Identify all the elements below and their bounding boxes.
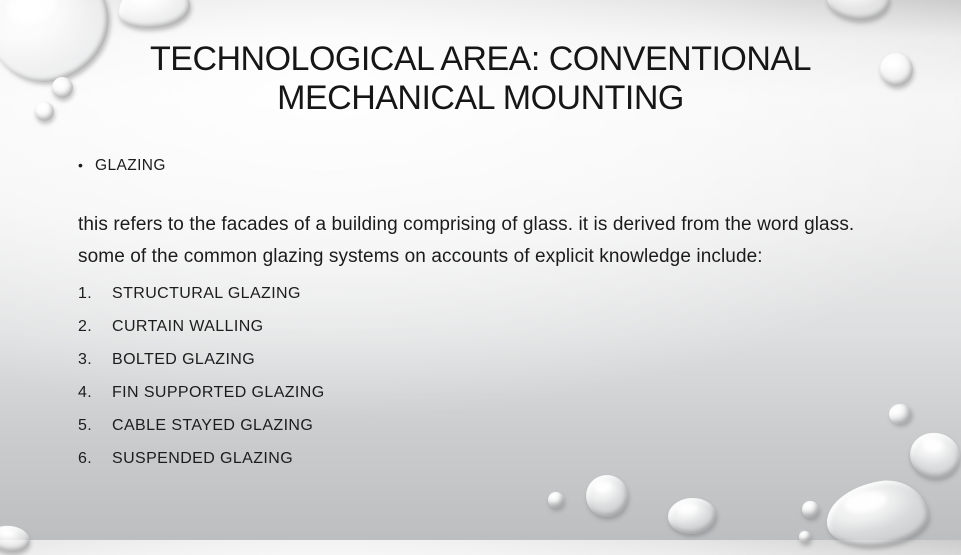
list-item (78, 384, 325, 417)
water-droplet-icon (802, 501, 819, 518)
water-droplet-icon (887, 401, 913, 426)
body-paragraph: this refers to the facades of a building comprising of glass. it is derived from the word glass. some of the common glazing systems on accounts of explicit knowledge include: (78, 214, 855, 267)
water-droplet-icon (586, 475, 628, 517)
list-item-number: 6. (78, 450, 93, 467)
water-droplet-icon (822, 474, 933, 553)
list-item (78, 318, 325, 351)
list-item-number: 5. (78, 417, 93, 434)
water-droplet-icon (906, 428, 961, 482)
water-droplet-icon (35, 102, 54, 121)
list-item-label: SUSPENDED GLAZING (112, 450, 294, 467)
water-droplet-icon (799, 531, 811, 543)
list-item (78, 450, 325, 483)
water-droplet-icon (116, 0, 193, 32)
water-droplet-icon (667, 496, 717, 535)
list-item-number: 1. (78, 285, 93, 302)
list-item-number: 3. (78, 351, 93, 368)
list-item-label: BOLTED GLAZING (112, 351, 256, 368)
list-item-label: CURTAIN WALLING (112, 318, 264, 335)
list-item-label: STRUCTURAL GLAZING (112, 285, 301, 302)
list-item (78, 285, 325, 318)
list-item (78, 417, 325, 450)
water-droplet-icon (825, 0, 892, 23)
list-item-number: 4. (78, 384, 93, 401)
bullet-marker: • (78, 157, 84, 173)
glazing-systems-list (78, 285, 325, 483)
water-droplet-icon (0, 523, 32, 554)
list-item (78, 351, 325, 384)
list-item-number: 2. (78, 318, 93, 335)
slide-title: TECHNOLOGICAL AREA: CONVENTIONAL MECHANICAL MOUNTING (150, 40, 811, 117)
water-droplet-icon (548, 492, 564, 508)
list-item-label: CABLE STAYED GLAZING (112, 417, 314, 434)
bullet-label: GLAZING (95, 157, 166, 174)
bullet-item-glazing (78, 157, 166, 175)
list-item-label: FIN SUPPORTED GLAZING (112, 384, 325, 401)
